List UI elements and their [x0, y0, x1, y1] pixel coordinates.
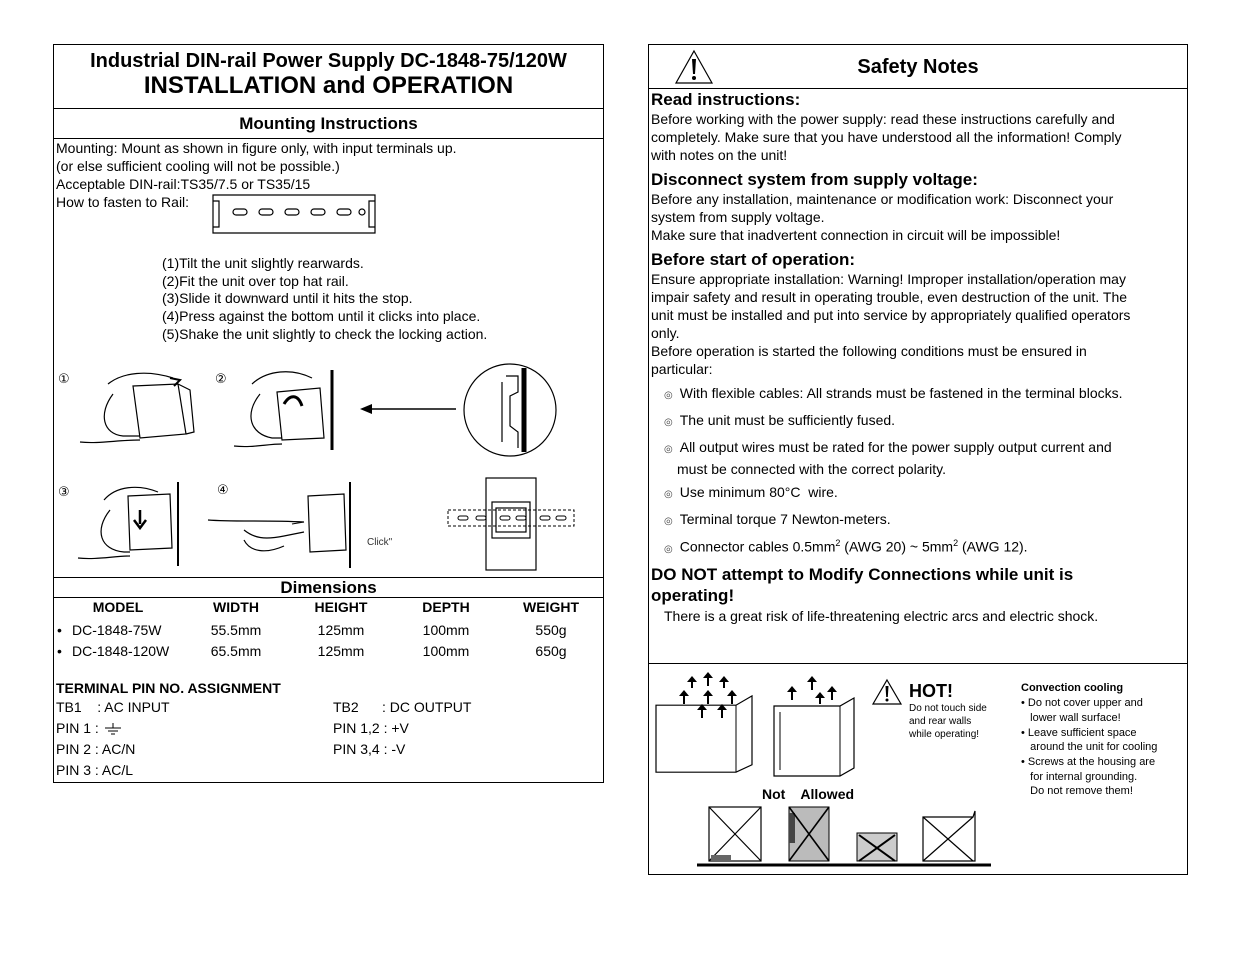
list-item: ◎ Terminal torque 7 Newton-meters. [664, 511, 891, 527]
divider [53, 597, 604, 598]
terminal-left-line: PIN 3 : AC/L [56, 762, 134, 778]
mounting-line: Mounting: Mount as shown in figure only, with input terminals up. [56, 140, 457, 156]
hot-line: while operating! [909, 729, 980, 740]
terminal-right-line: TB2 : DC OUTPUT [333, 699, 472, 715]
terminal-heading: TERMINAL PIN NO. ASSIGNMENT [56, 680, 281, 696]
warning-heading: DO NOT attempt to Modify Connections while unit is [651, 565, 1074, 584]
section-line: particular: [651, 361, 713, 377]
mounting-figure-step1 [78, 364, 218, 454]
document-subtitle: INSTALLATION and OPERATION [143, 72, 514, 99]
cooling-figure-right [770, 672, 860, 778]
divider [648, 88, 1188, 89]
dimensions-heading: Dimensions [280, 578, 377, 597]
section-line: with notes on the unit! [651, 147, 788, 163]
cooling-line: • Screws at the housing are [1021, 756, 1156, 768]
rail-front-figure [446, 476, 576, 572]
mounting-heading: Mounting Instructions [239, 114, 418, 133]
section-line: Make sure that inadvertent connection in circuit will be impossible! [651, 227, 1061, 243]
list-item: ◎ All output wires must be rated for the power supply output current and [664, 439, 1112, 455]
hot-warning-icon [871, 678, 903, 706]
cooling-line: Do not remove them! [1021, 785, 1133, 797]
dim-col-header: WEIGHT [523, 599, 579, 615]
cooling-line: • Do not cover upper and [1021, 697, 1143, 709]
rail-detail-figure [462, 362, 558, 458]
hot-line: Do not touch side [909, 703, 987, 714]
mounting-step: (2)Fit the unit over top hat rail. [162, 273, 349, 289]
section-heading: Disconnect system from supply voltage: [651, 170, 978, 189]
dim-cell: DC-1848-75W [72, 622, 162, 638]
divider [648, 663, 1188, 664]
dim-cell: 55.5mm [210, 622, 262, 638]
not-allowed-label: Not Allowed [762, 786, 855, 802]
warning-heading: operating! [651, 586, 735, 605]
step-number: ④ [217, 482, 229, 497]
safety-title: Safety Notes [857, 56, 979, 78]
list-item-continuation: must be connected with the correct polarity. [677, 461, 946, 477]
hot-label: HOT! [909, 681, 953, 701]
section-line: impair safety and result in operating trouble, even destruction of the unit. The [651, 289, 1128, 305]
mounting-figure-step3 [76, 478, 186, 568]
divider [53, 108, 604, 109]
dim-cell: 65.5mm [210, 643, 262, 659]
step-number: ③ [58, 484, 70, 499]
mounting-figure-step4 [204, 480, 364, 570]
mounting-step: (1)Tilt the unit slightly rearwards. [162, 255, 364, 271]
cooling-heading: Convection cooling [1021, 682, 1124, 694]
terminal-right-line: PIN 1,2 : +V [333, 720, 409, 736]
section-line: completely. Make sure that you have understood all the information! Comply [651, 129, 1122, 145]
cooling-line: for internal grounding. [1021, 771, 1138, 783]
step-number: ① [58, 371, 70, 386]
dim-cell: 125mm [317, 643, 365, 659]
section-line: system from supply voltage. [651, 209, 825, 225]
cooling-figure-left [652, 668, 762, 778]
bullet: • [57, 643, 62, 659]
bullet: • [57, 622, 62, 638]
cooling-line: lower wall surface! [1021, 712, 1121, 724]
click-label: Click" [367, 537, 393, 548]
section-line: unit must be installed and put into service by appropriately qualified operators [651, 307, 1131, 323]
list-item: ◎ The unit must be sufficiently fused. [664, 412, 895, 428]
section-line: Before working with the power supply: read these instructions carefully and [651, 111, 1115, 127]
terminal-right-line: PIN 3,4 : -V [333, 741, 406, 757]
mounting-line: Acceptable DIN-rail:TS35/7.5 or TS35/15 [56, 176, 311, 192]
dim-cell: DC-1848-120W [72, 643, 170, 659]
mounting-step: (5)Shake the unit slightly to check the locking action. [162, 326, 488, 342]
section-line: Before operation is started the following conditions must be ensured in [651, 343, 1087, 359]
mounting-step: (4)Press against the bottom until it clicks into place. [162, 308, 481, 324]
terminal-left-line [56, 720, 123, 736]
list-item: ◎ Use minimum 80°C wire. [664, 484, 838, 500]
dim-cell: 100mm [422, 643, 470, 659]
section-line: Before any installation, maintenance or modification work: Disconnect your [651, 191, 1114, 207]
hot-line: and rear walls [909, 716, 972, 727]
document-title: Industrial DIN-rail Power Supply DC-1848-75/120W [90, 50, 567, 72]
section-heading: Before start of operation: [651, 250, 856, 269]
terminal-left-line: TB1 : AC INPUT [56, 699, 170, 715]
dim-col-header: WIDTH [213, 599, 259, 615]
dim-cell: 550g [535, 622, 567, 638]
list-item: ◎ Connector cables $0.5mm^2$ (AWG 20) ~ $5mm^2$ (AWG 12). [664, 538, 1028, 555]
arrow-icon [358, 402, 458, 416]
mounting-figure-step2 [232, 364, 342, 454]
warning-text: There is a great risk of life-threatening electric arcs and electric shock. [664, 608, 1099, 624]
step-number: ② [215, 371, 227, 386]
section-heading: Read instructions: [651, 90, 801, 109]
dim-col-header: HEIGHT [314, 599, 368, 615]
cooling-line: • Leave sufficient space [1021, 727, 1137, 739]
mounting-line: How to fasten to Rail: [56, 194, 190, 210]
dim-cell: 125mm [317, 622, 365, 638]
terminal-left-line: PIN 2 : AC/N [56, 741, 136, 757]
not-allowed-figures [697, 803, 991, 869]
dim-col-header: DEPTH [422, 599, 470, 615]
list-item: ◎ With flexible cables: All strands must be fastened in the terminal blocks. [664, 385, 1123, 401]
mounting-step: (3)Slide it downward until it hits the stop. [162, 290, 413, 306]
ground-icon [103, 722, 123, 736]
dim-col-header: MODEL [92, 599, 144, 615]
divider [53, 138, 604, 139]
mounting-line: (or else sufficient cooling will not be possible.) [56, 158, 340, 174]
dim-cell: 650g [535, 643, 567, 659]
section-line: only. [651, 325, 680, 341]
dim-cell: 100mm [422, 622, 470, 638]
din-rail-icon [211, 193, 377, 235]
cooling-line: around the unit for cooling [1021, 741, 1158, 753]
section-line: Ensure appropriate installation: Warning! Improper installation/operation may [651, 271, 1126, 287]
pin1-label: PIN 1 : [56, 720, 99, 736]
